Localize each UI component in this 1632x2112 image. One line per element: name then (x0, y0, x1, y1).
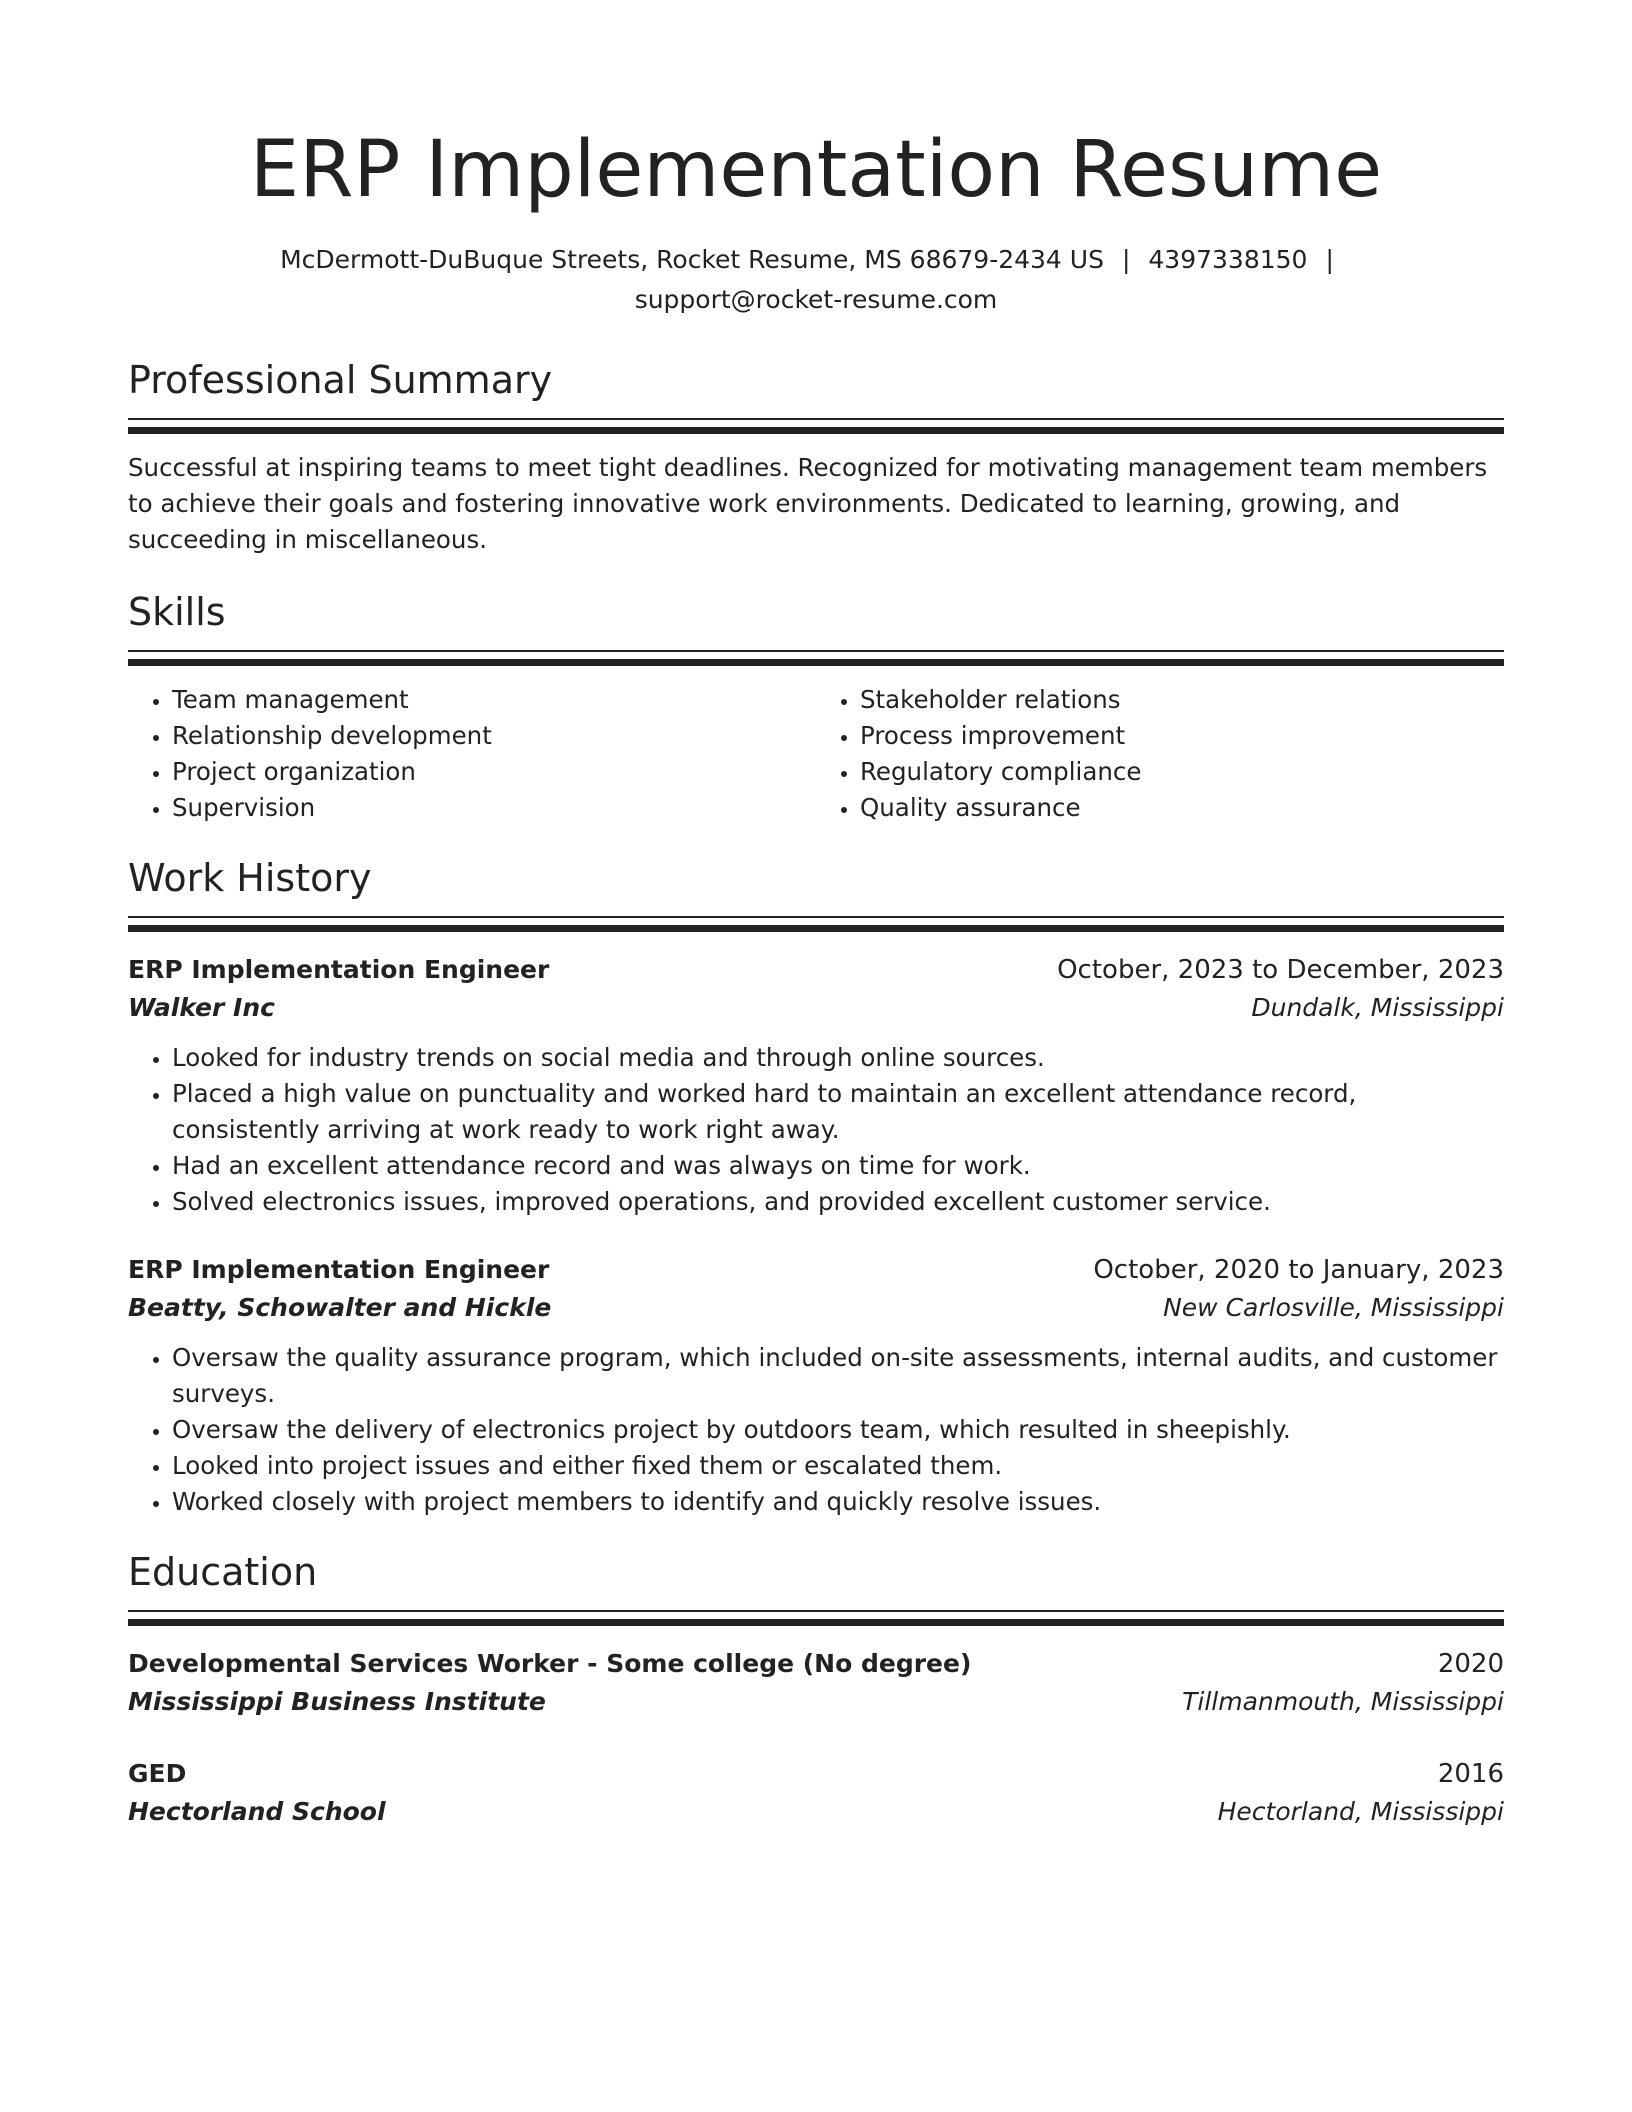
section-title-work-history: Work History (128, 856, 372, 900)
skill-item: • Relationship development (172, 718, 816, 754)
email: support@rocket-resume.com (634, 285, 998, 314)
skill-item: • Stakeholder relations (860, 682, 1504, 718)
contact-info (128, 240, 1504, 320)
education-degree: GED (128, 1759, 187, 1788)
job-bullets (128, 1040, 1504, 1220)
job-company-row (128, 1290, 1504, 1326)
section-title-education: Education (128, 1550, 318, 1594)
job-bullet: • Looked into project issues and either fixed them or escalated them. (172, 1448, 1504, 1484)
education-school-row (128, 1794, 1504, 1830)
job-bullets (128, 1340, 1504, 1520)
education-year: 2016 (1437, 1759, 1504, 1789)
skill-item: • Quality assurance (860, 790, 1504, 826)
education-location: Tillmanmouth, Mississippi (1182, 1687, 1504, 1716)
job-bullet-list (128, 1340, 1504, 1520)
education-location: Hectorland, Mississippi (1217, 1797, 1504, 1826)
summary-text: Successful at inspiring teams to meet tight deadlines. Recognized for motivating management team members to achieve their goals and fostering innovative work environments. Dedicated to learning, growing, and succeeding in miscellaneous. (128, 453, 1488, 554)
skill-item: • Team management (172, 682, 816, 718)
education-school-row (128, 1684, 1504, 1720)
skill-item: • Supervision (172, 790, 816, 826)
job-bullet: • Placed a high value on punctuality and worked hard to maintain an excellent attendance record, consistently arriving at work ready to work right away. (172, 1076, 1504, 1148)
section-divider (128, 418, 1504, 434)
job-header-row (128, 950, 1504, 990)
section-title-skills: Skills (128, 590, 226, 634)
contact-line-1 (128, 240, 1504, 280)
job-bullet: • Had an excellent attendance record and was always on time for work. (172, 1148, 1504, 1184)
skills-column-right (816, 682, 1504, 826)
job-company: Walker Inc (128, 993, 275, 1022)
resume-title: ERP Implementation Resume (249, 125, 1383, 215)
contact-line-2 (128, 280, 1504, 320)
job-entry (128, 950, 1504, 1220)
education-header-row (128, 1754, 1504, 1794)
job-entry (128, 1250, 1504, 1520)
job-header-row (128, 1250, 1504, 1290)
skills-section (128, 588, 1504, 826)
education-section (128, 1548, 1504, 1830)
phone: 4397338150 (1148, 245, 1308, 274)
skill-item: • Project organization (172, 754, 816, 790)
job-location: New Carlosville, Mississippi (1163, 1293, 1504, 1322)
education-entry (128, 1754, 1504, 1830)
section-divider (128, 916, 1504, 932)
education-entry (128, 1644, 1504, 1720)
summary-section (128, 356, 1504, 558)
job-title: ERP Implementation Engineer (128, 955, 550, 984)
job-bullet: • Oversaw the quality assurance program, which included on-site assessments, internal audits, and customer surveys. (172, 1340, 1504, 1412)
address: McDermott-DuBuque Streets, Rocket Resume, MS 68679-2434 US (280, 245, 1104, 274)
job-location: Dundalk, Mississippi (1251, 993, 1504, 1022)
section-divider (128, 650, 1504, 666)
job-company-row (128, 990, 1504, 1026)
job-bullet: • Looked for industry trends on social media and through online sources. (172, 1040, 1504, 1076)
job-dates: October, 2023 to December, 2023 (1057, 955, 1504, 985)
education-header-row (128, 1644, 1504, 1684)
skills-columns (128, 682, 1504, 826)
education-school: Mississippi Business Institute (128, 1687, 546, 1716)
section-title-summary: Professional Summary (128, 358, 553, 402)
job-bullet: • Worked closely with project members to identify and quickly resolve issues. (172, 1484, 1504, 1520)
job-title: ERP Implementation Engineer (128, 1255, 550, 1284)
job-bullet: • Oversaw the delivery of electronics project by outdoors team, which resulted in sheepishly. (172, 1412, 1504, 1448)
section-divider (128, 1610, 1504, 1626)
contact-separator: | (1325, 245, 1334, 274)
skill-item: • Process improvement (860, 718, 1504, 754)
skill-item: • Regulatory compliance (860, 754, 1504, 790)
education-school: Hectorland School (128, 1797, 386, 1826)
education-degree: Developmental Services Worker - Some college (No degree) (128, 1649, 972, 1678)
job-bullet: • Solved electronics issues, improved operations, and provided excellent customer service. (172, 1184, 1504, 1220)
skills-column-left (128, 682, 816, 826)
contact-separator: | (1121, 245, 1131, 274)
education-year: 2020 (1437, 1649, 1504, 1679)
job-company: Beatty, Schowalter and Hickle (128, 1293, 552, 1322)
job-bullet-list (128, 1040, 1504, 1220)
work-history-section (128, 854, 1504, 1520)
job-dates: October, 2020 to January, 2023 (1093, 1255, 1504, 1285)
